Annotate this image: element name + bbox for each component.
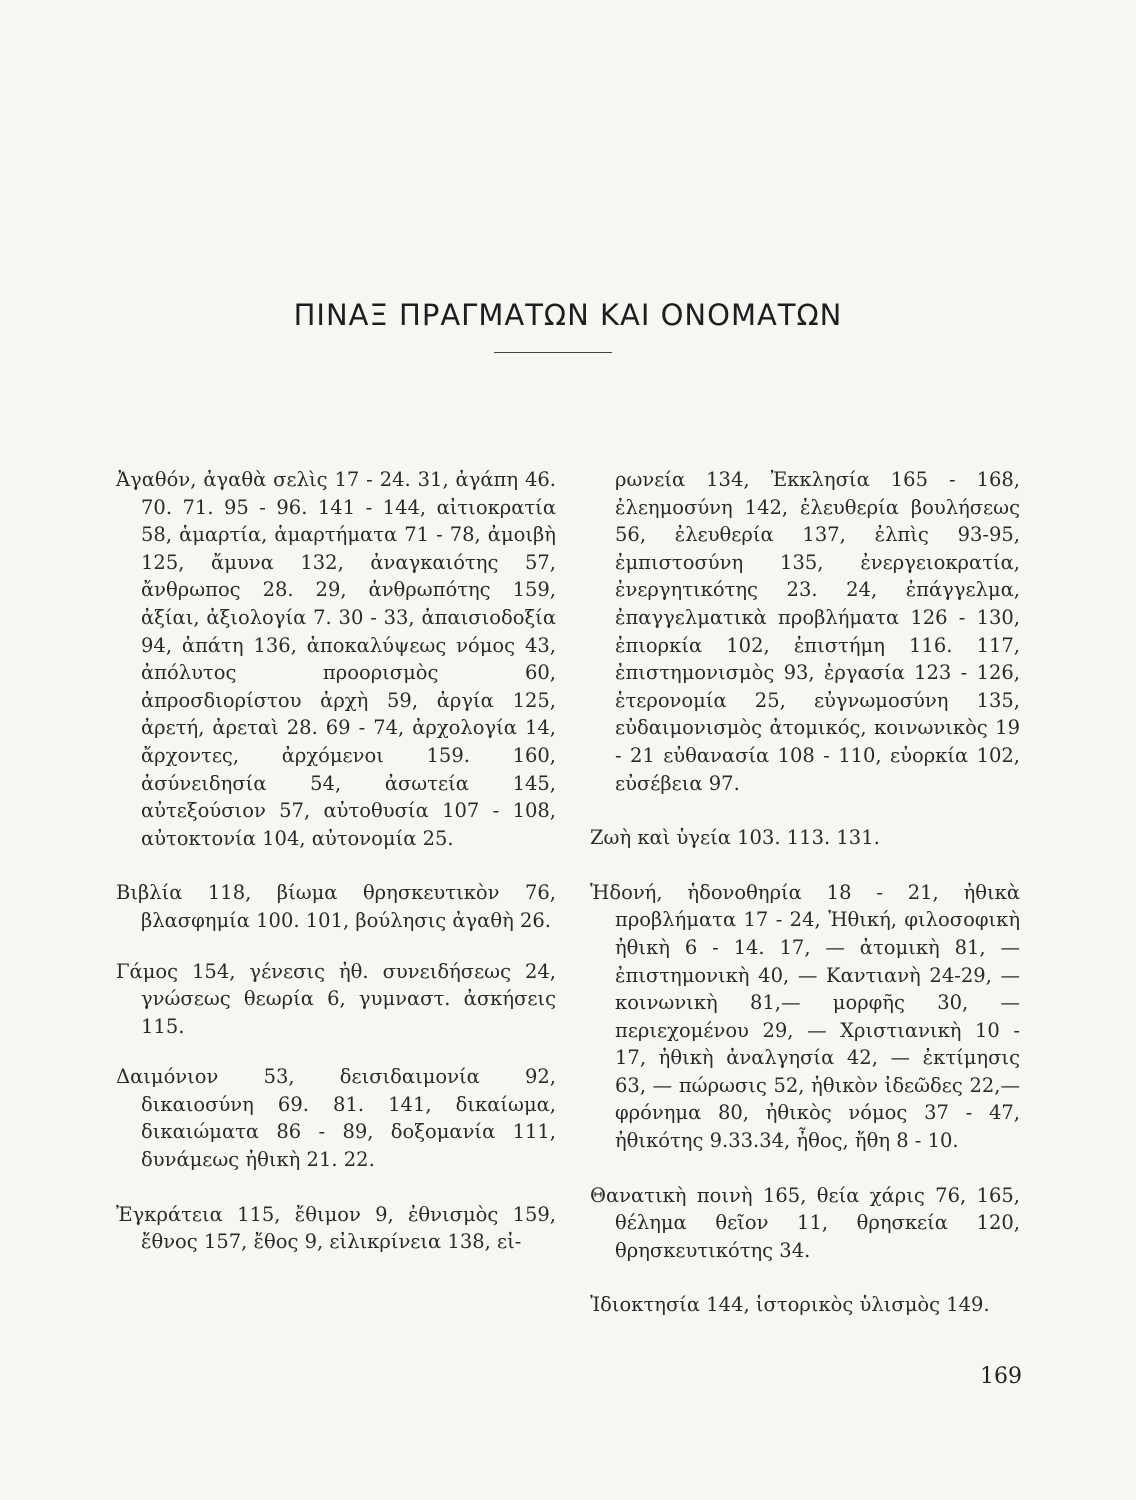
index-entry-iota: Ἰδιοκτησία 144, ἱστορικὸς ὑλισμὸς 149. xyxy=(590,1293,990,1317)
index-entry-epsilon-cont: ρωνεία 134, Ἐκκλησία 165 - 168, ἐλεημοσύνη 142, ἐλευθερία βουλήσεως 56, ἐλευθερία 137, ἐλπὶς 93-95, ἐμπιστοσύνη 135, ἐνεργειοκρατία, ἐνεργητικότης 23. 24, ἐπάγγελμα, ἐπαγγελματικὰ προβλήματα 126 - 130, ἐπιορκία 102, ἐπιστήμη 116. 117, ἐπιστημονισμὸς 93, ἐργασία 123 - 126, ἑτερονομία 25, εὐγνωμοσύνη 135, εὐδαιμονισμὸς ἀτομικός, κοινωνικὸς 19 - 21 εὐθανασία 108 - 110, εὐορκία 102, εὐσέβεια 97. xyxy=(615,468,1020,795)
index-entry-eta: Ἡδονή, ἡδονοθηρία 18 - 21, ἠθικὰ προβλήματα 17 - 24, Ἠθική, φιλοσοφικὴ ἠθικὴ 6 - 14. 17, — ἀτομικὴ 81, — ἐπιστημονικὴ 40, — Καντιανὴ 24-29, — κοινωνικὴ 81,— μορφῆς 30, — περιεχομένου 29, — Χριστιανικὴ 10 - 17, ἠθικὴ ἀναλγησία 42, — ἐκτίμησις 63, — πώρωσις 52, ἠθικὸν ἰδεῶδες 22,— φρόνημα 80, ἠθικὸς νόμος 37 - 47, ἠθικότης 9.33.34, ἦθος, ἤθη 8 - 10. xyxy=(590,880,1020,1153)
index-entry-beta: Βιβλία 118, βίωμα θρησκευτικὸν 76, βλασφημία 100. 101, βούλησις ἀγαθὴ 26. xyxy=(116,881,556,932)
page-title: ΠΙΝΑΞ ΠΡΑΓΜΑΤΩΝ ΚΑΙ ΟΝΟΜΑΤΩΝ xyxy=(293,298,843,332)
index-column-right xyxy=(590,466,1020,1346)
index-entry-zeta: Ζωὴ καὶ ὑγεία 103. 113. 131. xyxy=(590,826,880,850)
page-number: 169 xyxy=(980,1364,1022,1389)
title-underline xyxy=(494,352,612,353)
index-entry-delta: Δαιμόνιον 53, δεισιδαιμονία 92, δικαιοσύνη 69. 81. 141, δικαίωμα, δικαιώματα 86 - 89, δοξομανία 111, δυνάμεως ἠθικὴ 21. 22. xyxy=(116,1065,556,1172)
index-entry-gamma: Γάμος 154, γένεσις ἠθ. συνειδήσεως 24, γνώσεως θεωρία 6, γυμναστ. ἀσκήσεις 115. xyxy=(116,959,556,1038)
index-entry-epsilon: Ἐγκράτεια 115, ἔθιμον 9, ἐθνισμὸς 159, ἔθνος 157, ἔθος 9, εἰλικρίνεια 138, εἰ- xyxy=(116,1202,556,1254)
index-entry-alpha: Ἀγαθόν, ἀγαθὰ σελὶς 17 - 24. 31, ἀγάπη 46. 70. 71. 95 - 96. 141 - 144, αἰτιοκρατία 58, ἁμαρτία, ἁμαρτήματα 71 - 78, ἀμοιβὴ 125, ἄμυνα 132, ἀναγκαιότης 57, ἄνθρωπος 28. 29, ἀνθρωπότης 159, ἀξίαι, ἀξιολογία 7. 30 - 33, ἀπαισιοδοξία 94, ἀπάτη 136, ἀποκαλύψεως νόμος 43, ἀπόλυτος προορισμὸς 60, ἀπροσδιορίστου ἀρχὴ 59, ἀργία 125, ἀρετή, ἀρεταὶ 28. 69 - 74, ἀρχολογία 14, ἄρχοντες, ἀρχόμενοι 159. 160, ἀσύνειδησία 54, ἀσωτεία 145, αὐτεξούσιον 57, αὐτοθυσία 107 - 108, αὐτοκτονία 104, αὐτονομία 25. xyxy=(116,468,556,850)
index-entry-theta: Θανατικὴ ποινὴ 165, θεία χάρις 76, 165, θέλημα θεῖον 11, θρησκεία 120, θρησκευτικότης 34. xyxy=(590,1183,1020,1262)
index-column-left xyxy=(116,466,556,1283)
